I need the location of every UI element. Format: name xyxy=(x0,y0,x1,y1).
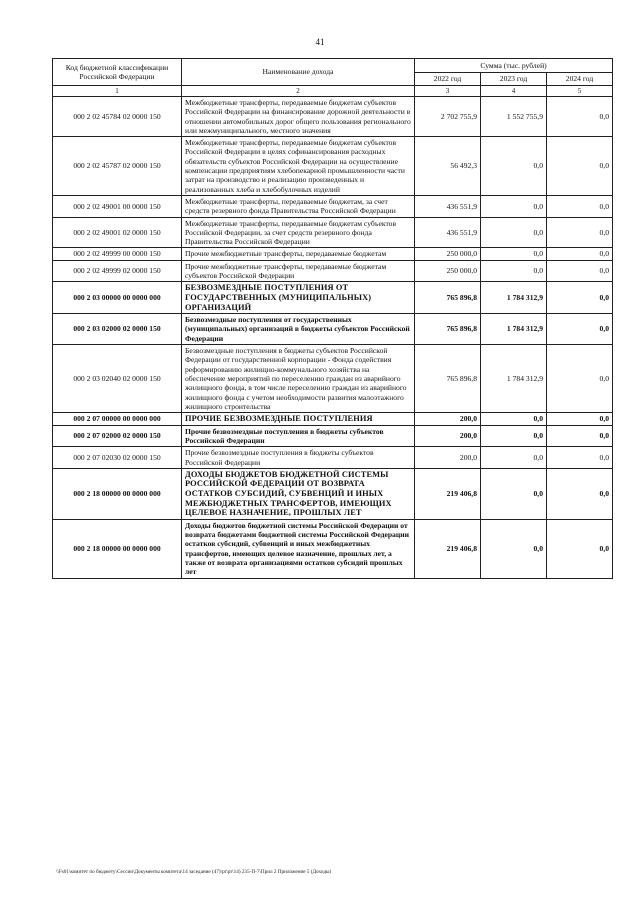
row-2024: 0,0 xyxy=(547,137,613,196)
header-year-2022: 2022 год xyxy=(415,73,481,86)
header-name: Наименование дохода xyxy=(182,59,415,86)
row-2022: 765 896,8 xyxy=(415,282,481,314)
row-name: Межбюджетные трансферты, передаваемые бюджетам, за счет средств резервного фонда Правительства Российской Федерации xyxy=(182,195,415,217)
row-2022: 250 000,0 xyxy=(415,260,481,282)
row-name: Прочие безвозмездные поступления в бюджеты субъектов Российской Федерации xyxy=(182,447,415,469)
row-2023: 1 784 312,9 xyxy=(481,282,547,314)
row-2023: 0,0 xyxy=(481,137,547,196)
row-2022: 765 896,8 xyxy=(415,314,481,345)
row-code: 000 2 02 45787 02 0000 150 xyxy=(53,137,182,196)
row-2024: 0,0 xyxy=(547,217,613,248)
row-code: 000 2 18 00000 00 0000 000 xyxy=(53,468,182,519)
row-2022: 200,0 xyxy=(415,425,481,447)
row-2023: 0,0 xyxy=(481,425,547,447)
row-code: 000 2 07 02030 02 0000 150 xyxy=(53,447,182,469)
row-2024: 0,0 xyxy=(547,425,613,447)
row-name: БЕЗВОЗМЕЗДНЫЕ ПОСТУПЛЕНИЯ ОТ ГОСУДАРСТВЕННЫХ (МУНИЦИПАЛЬНЫХ) ОРГАНИЗАЦИЙ xyxy=(182,282,415,314)
row-code: 000 2 07 02000 02 0000 150 xyxy=(53,425,182,447)
column-number: 2 xyxy=(182,86,415,97)
table-row xyxy=(53,248,613,260)
table-row xyxy=(53,97,613,137)
row-name: Межбюджетные трансферты, передаваемые бюджетам субъектов Российской Федерации в целях софинансирования расходных обязательств субъектов Российской Федерации на осуществление компенсации предприятиям хлебопекарной промышленности части затрат на производство и реализацию произведенных и реализованных хлеба и хлебобулочных изделий xyxy=(182,137,415,196)
table-row xyxy=(53,195,613,217)
row-name: Безвозмездные поступления в бюджеты субъектов Российской Федерации от государственной корпорации - Фонда содействия реформированию жилищно-коммунального хозяйства на обеспечение мероприятий по переселению граждан из аварийного жилищного фонда, в том числе переселению граждан из аварийного жилищного фонда с учетом необходимости развития малоэтажного жилищного строительства xyxy=(182,345,415,413)
table-row xyxy=(53,137,613,196)
row-2023: 0,0 xyxy=(481,413,547,426)
row-code: 000 2 18 00000 00 0000 000 xyxy=(53,519,182,578)
header-code: Код бюджетной классификации Российской Федерации xyxy=(53,59,182,86)
column-number: 1 xyxy=(53,86,182,97)
row-name: Межбюджетные трансферты, передаваемые бюджетам субъектов Российской Федерации, за счет средств резервного фонда Правительства Российской Федерации xyxy=(182,217,415,248)
row-2022: 436 551,9 xyxy=(415,217,481,248)
row-2024: 0,0 xyxy=(547,413,613,426)
table-row xyxy=(53,519,613,578)
revenue-table xyxy=(52,58,613,579)
table-row xyxy=(53,447,613,469)
page-number: 41 xyxy=(315,37,325,47)
row-code: 000 2 02 49001 02 0000 150 xyxy=(53,217,182,248)
row-name: Прочие безвозмездные поступления в бюджеты субъектов Российской Федерации xyxy=(182,425,415,447)
header-year-2024: 2024 год xyxy=(547,73,613,86)
row-2022: 219 406,8 xyxy=(415,468,481,519)
table-row xyxy=(53,217,613,248)
row-name: Прочие межбюджетные трансферты, передаваемые бюджетам xyxy=(182,248,415,260)
table-row xyxy=(53,282,613,314)
table-row xyxy=(53,413,613,426)
row-2024: 0,0 xyxy=(547,314,613,345)
column-number: 5 xyxy=(547,86,613,97)
header-sum: Сумма (тыс. рублей) xyxy=(415,59,613,73)
row-name: ПРОЧИЕ БЕЗВОЗМЕЗДНЫЕ ПОСТУПЛЕНИЯ xyxy=(182,413,415,426)
row-code: 000 2 03 02040 02 0000 150 xyxy=(53,345,182,413)
row-name: Прочие межбюджетные трансферты, передаваемые бюджетам субъектов Российской Федерации xyxy=(182,260,415,282)
row-name: ДОХОДЫ БЮДЖЕТОВ БЮДЖЕТНОЙ СИСТЕМЫ РОССИЙСКОЙ ФЕДЕРАЦИИ ОТ ВОЗВРАТА ОСТАТКОВ СУБСИДИЙ, СУБВЕНЦИЙ И ИНЫХ МЕЖБЮДЖЕТНЫХ ТРАНСФЕРТОВ, ИМЕЮЩИХ ЦЕЛЕВОЕ НАЗНАЧЕНИЕ, ПРОШЛЫХ ЛЕТ xyxy=(182,468,415,519)
row-2024: 0,0 xyxy=(547,447,613,469)
table-row xyxy=(53,425,613,447)
row-2023: 1 784 312,9 xyxy=(481,345,547,413)
header-year-2023: 2023 год xyxy=(481,73,547,86)
table-row xyxy=(53,314,613,345)
row-name: Межбюджетные трансферты, передаваемые бюджетам субъектов Российской Федерации на финансирование дорожной деятельности в отношении автомобильных дорог общего пользования регионального или межмуниципального, местного значения xyxy=(182,97,415,137)
row-2024: 0,0 xyxy=(547,248,613,260)
row-code: 000 2 02 49001 00 0000 150 xyxy=(53,195,182,217)
row-code: 000 2 02 49999 02 0000 150 xyxy=(53,260,182,282)
row-2022: 200,0 xyxy=(415,447,481,469)
column-number: 3 xyxy=(415,86,481,97)
row-2023: 0,0 xyxy=(481,217,547,248)
column-number: 4 xyxy=(481,86,547,97)
row-2024: 0,0 xyxy=(547,97,613,137)
table-row xyxy=(53,345,613,413)
row-2023: 0,0 xyxy=(481,248,547,260)
row-2024: 0,0 xyxy=(547,519,613,578)
row-2023: 0,0 xyxy=(481,519,547,578)
row-2024: 0,0 xyxy=(547,260,613,282)
row-code: 000 2 07 00000 00 0000 000 xyxy=(53,413,182,426)
row-2023: 1 552 755,9 xyxy=(481,97,547,137)
table-row xyxy=(53,468,613,519)
row-2024: 0,0 xyxy=(547,282,613,314)
row-code: 000 2 03 00000 00 0000 000 xyxy=(53,282,182,314)
row-2024: 0,0 xyxy=(547,468,613,519)
row-code: 000 2 02 49999 00 0000 150 xyxy=(53,248,182,260)
row-2022: 765 896,8 xyxy=(415,345,481,413)
file-path-footer: \\Fs01\комитет по бюджету\Сессии\Документы комитета\14 заседание (47)\pr\pr\14) 235-П-7\Прил 2 Приложение 5 (Доходы) xyxy=(56,869,332,875)
row-2022: 250 000,0 xyxy=(415,248,481,260)
row-name: Доходы бюджетов бюджетной системы Российской Федерации от возврата бюджетами бюджетной системы Российской Федерации остатков субсидий, субвенций и иных межбюджетных трансфертов, имеющих целевое назначение, прошлых лет, а также от возврата организациями остатков субсидий прошлых лет xyxy=(182,519,415,578)
row-2022: 436 551,9 xyxy=(415,195,481,217)
row-2024: 0,0 xyxy=(547,345,613,413)
row-code: 000 2 03 02000 02 0000 150 xyxy=(53,314,182,345)
row-2023: 1 784 312,9 xyxy=(481,314,547,345)
row-code: 000 2 02 45784 02 0000 150 xyxy=(53,97,182,137)
row-2022: 56 492,3 xyxy=(415,137,481,196)
table-row xyxy=(53,260,613,282)
row-2023: 0,0 xyxy=(481,195,547,217)
row-2022: 200,0 xyxy=(415,413,481,426)
row-2023: 0,0 xyxy=(481,468,547,519)
row-2022: 2 702 755,9 xyxy=(415,97,481,137)
row-2024: 0,0 xyxy=(547,195,613,217)
row-2023: 0,0 xyxy=(481,447,547,469)
row-2023: 0,0 xyxy=(481,260,547,282)
row-2022: 219 406,8 xyxy=(415,519,481,578)
row-name: Безвозмездные поступления от государственных (муниципальных) организаций в бюджеты субъектов Российской Федерации xyxy=(182,314,415,345)
